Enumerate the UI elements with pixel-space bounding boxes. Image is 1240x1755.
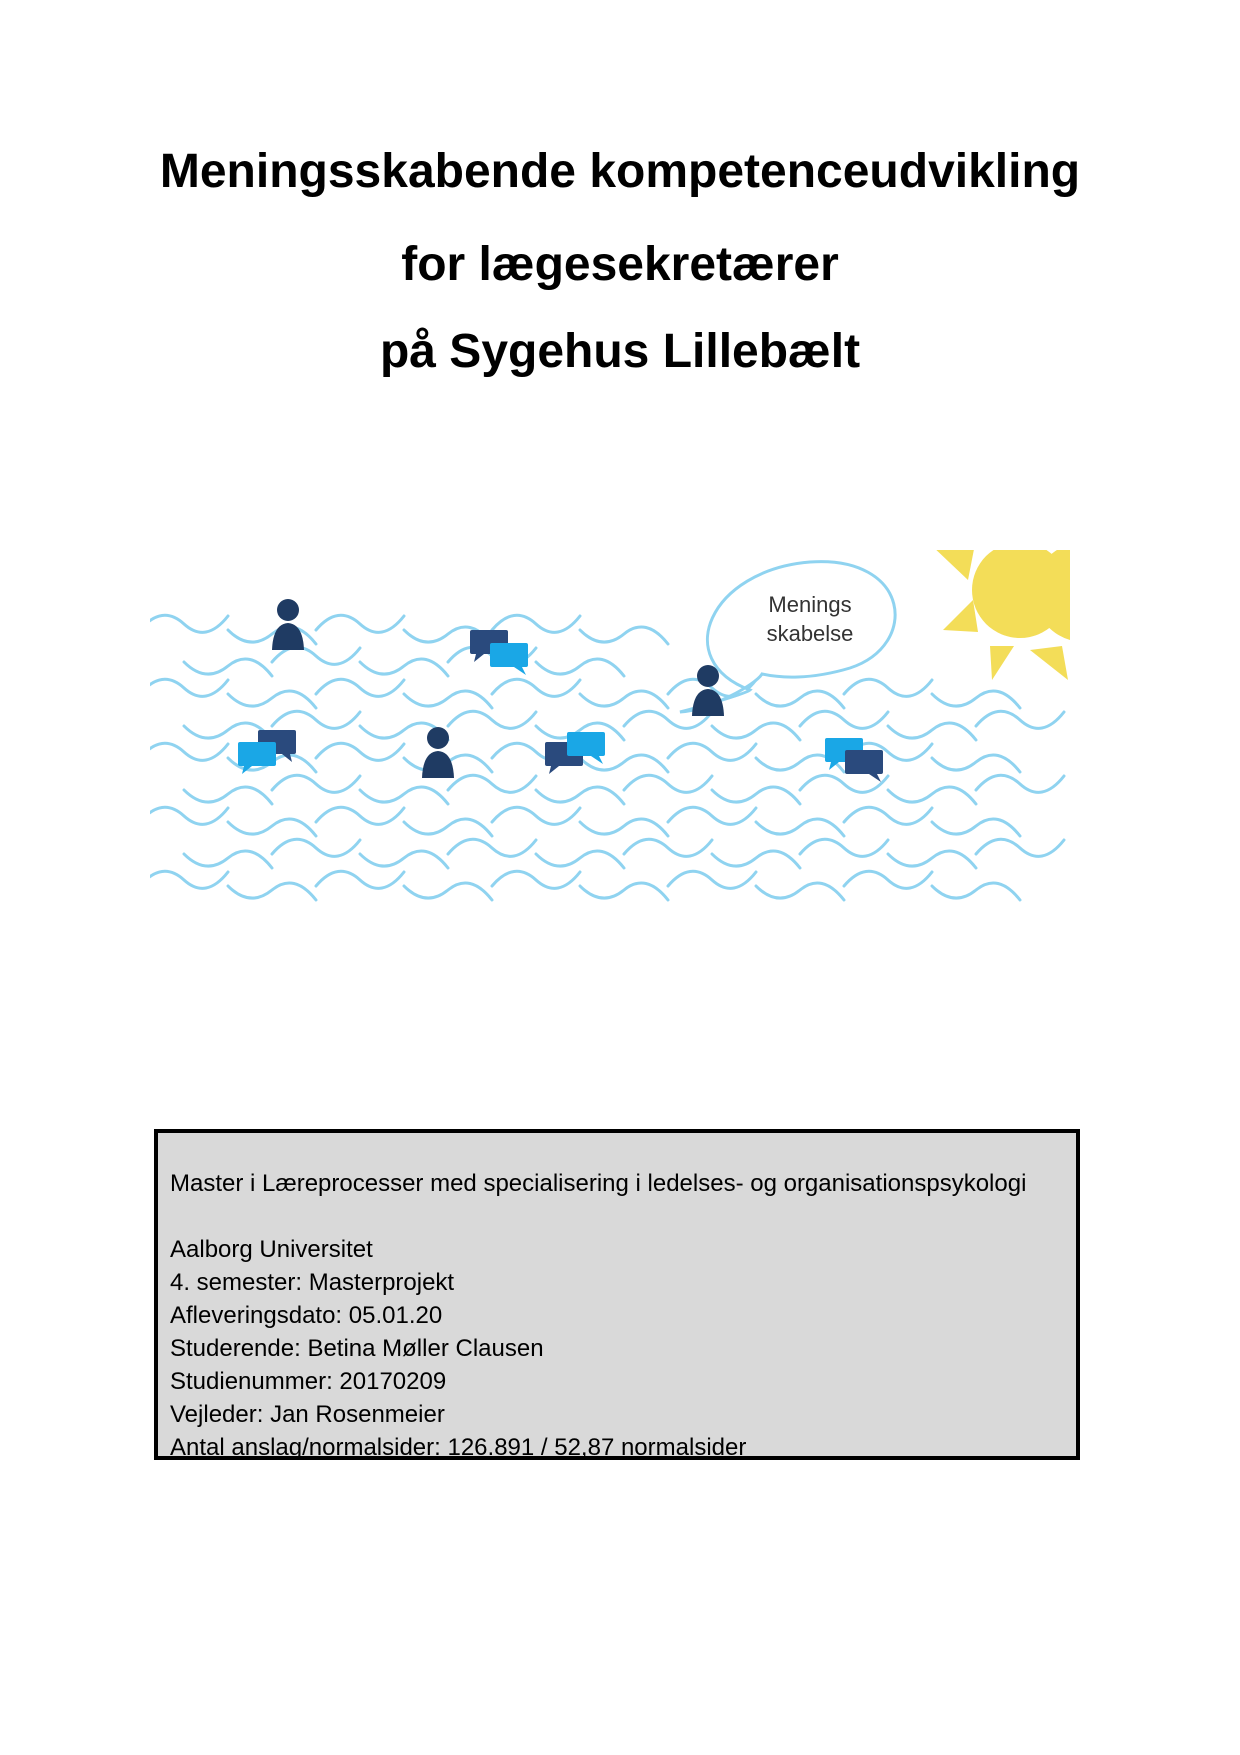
- wave-line: [272, 839, 360, 856]
- wave-line: [932, 755, 1020, 772]
- wave-line: [360, 659, 448, 676]
- length-text: Antal anslag/normalsider: 126.891 / 52,87 normalsider: [170, 1434, 747, 1461]
- wave-line: [668, 871, 756, 888]
- chat-bubbles-icon: [470, 630, 528, 675]
- person-icon: [272, 599, 304, 650]
- wave-line: [888, 723, 976, 740]
- deadline-text: Afleveringsdato: 05.01.20: [170, 1302, 443, 1329]
- wave-line: [228, 691, 316, 708]
- wave-line: [536, 787, 624, 804]
- wave-line: [580, 627, 668, 644]
- supervisor-text: Vejleder: Jan Rosenmeier: [170, 1401, 445, 1428]
- wave-line: [712, 723, 800, 740]
- university-text: Aalborg Universitet: [170, 1236, 373, 1263]
- info-box: [154, 1129, 1080, 1460]
- wave-line: [624, 839, 712, 856]
- wave-line: [976, 839, 1064, 856]
- wave-line: [932, 883, 1020, 900]
- wave-line: [228, 819, 316, 836]
- wave-line: [800, 839, 888, 856]
- wave-line: [844, 679, 932, 696]
- wave-line: [976, 711, 1064, 728]
- cover-illustration: [150, 550, 1070, 940]
- wave-line: [800, 711, 888, 728]
- wave-line: [448, 839, 536, 856]
- wave-line: [888, 851, 976, 868]
- student-number-text: Studienummer: 20170209: [170, 1368, 447, 1395]
- wave-line: [228, 883, 316, 900]
- wave-line: [492, 871, 580, 888]
- wave-line: [536, 659, 624, 676]
- wave-line: [844, 807, 932, 824]
- wave-line: [316, 679, 404, 696]
- semester-text: 4. semester: Masterprojekt: [170, 1269, 455, 1296]
- wave-line: [976, 775, 1064, 792]
- person-icon: [422, 727, 454, 778]
- wave-line: [580, 819, 668, 836]
- bubble-text-line-1: Menings: [768, 592, 852, 617]
- wave-line: [756, 819, 844, 836]
- wave-line: [448, 775, 536, 792]
- wave-line: [150, 743, 228, 760]
- wave-line: [580, 883, 668, 900]
- wave-line: [668, 743, 756, 760]
- sun-icon: [930, 550, 1070, 680]
- wave-line: [150, 615, 228, 632]
- wave-line: [360, 787, 448, 804]
- bubble-text-line-2: skabelse: [766, 621, 854, 646]
- title-line-1: Meningsskabende kompetenceudvikling: [159, 145, 1081, 198]
- title-line-2: for lægesekretærer: [401, 238, 839, 291]
- wave-line: [844, 871, 932, 888]
- wave-line: [932, 691, 1020, 708]
- wave-line: [756, 883, 844, 900]
- wave-line: [668, 807, 756, 824]
- wave-line: [712, 787, 800, 804]
- wave-line: [448, 711, 536, 728]
- wave-line: [756, 691, 844, 708]
- wave-line: [404, 691, 492, 708]
- wave-line: [184, 851, 272, 868]
- student-text: Studerende: Betina Møller Clausen: [170, 1335, 544, 1362]
- wave-line: [932, 819, 1020, 836]
- program-text: Master i Læreprocesser med specialisering i ledelses- og organisationspsykologi: [170, 1170, 1027, 1197]
- wave-line: [150, 871, 228, 888]
- wave-line: [888, 787, 976, 804]
- wave-line: [184, 659, 272, 676]
- spacer: [170, 1200, 1076, 1233]
- wave-line: [404, 819, 492, 836]
- wave-line: [580, 755, 668, 772]
- wave-line: [360, 851, 448, 868]
- wave-line: [150, 679, 228, 696]
- wave-line: [712, 851, 800, 868]
- wave-line: [316, 871, 404, 888]
- person-icon: [692, 665, 724, 716]
- chat-bubbles-icon: [238, 730, 296, 774]
- wave-line: [150, 807, 228, 824]
- title-line-3: på Sygehus Lillebælt: [379, 325, 861, 378]
- wave-line: [272, 711, 360, 728]
- wave-line: [624, 775, 712, 792]
- wave-line: [404, 883, 492, 900]
- wave-line: [492, 679, 580, 696]
- wave-line: [272, 775, 360, 792]
- wave-line: [316, 807, 404, 824]
- wave-line: [492, 807, 580, 824]
- wave-line: [580, 691, 668, 708]
- wave-line: [184, 787, 272, 804]
- wave-line: [316, 615, 404, 632]
- wave-line: [492, 615, 580, 632]
- wave-line: [536, 851, 624, 868]
- wave-line: [316, 743, 404, 760]
